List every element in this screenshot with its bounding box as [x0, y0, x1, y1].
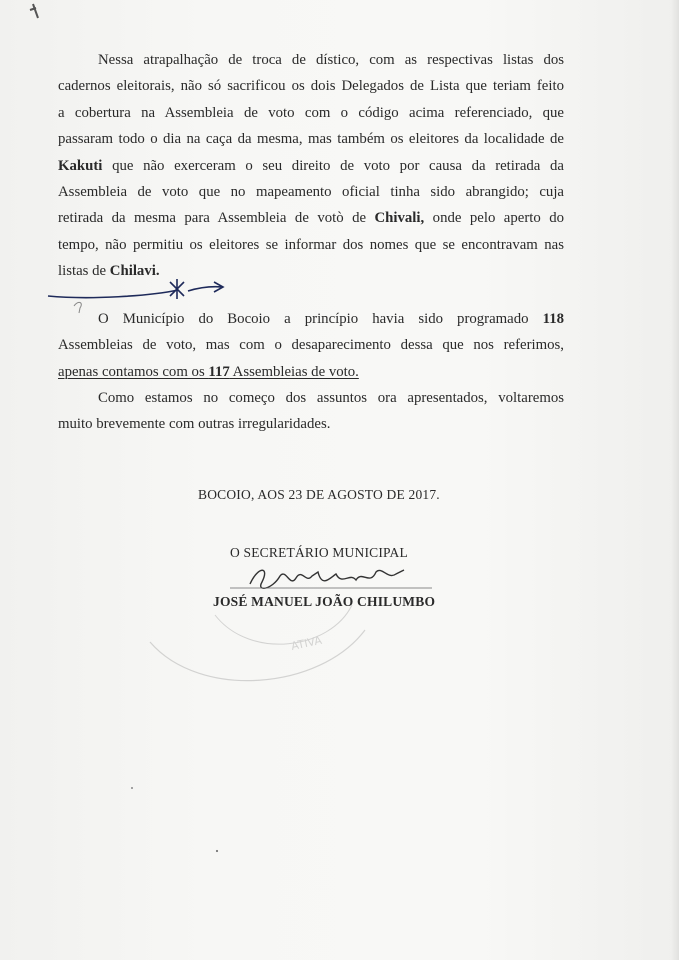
- text-run: onde pelo aperto do: [424, 210, 564, 227]
- pen-mark-margin: [74, 302, 81, 313]
- text-line: Assembleias de voto, mas com o desaparecimento dessa que nos referimos,: [58, 337, 564, 354]
- stamp-text: ATIVA: [289, 633, 323, 653]
- pen-mark-top: [30, 4, 38, 18]
- text-run: que não exerceram o seu direito de voto por causa da retirada da: [102, 157, 564, 174]
- text-run: Assembleias de voto.: [229, 363, 359, 380]
- text-line: a cobertura na Assembleia de voto com o código acima referenciado, que: [58, 104, 564, 121]
- signatory-name: JOSÉ MANUEL JOÃO CHILUMBO: [213, 594, 436, 609]
- date-line: BOCOIO, AOS 23 DE AGOSTO DE 2017.: [198, 487, 440, 502]
- text-line: Como estamos no começo dos assuntos ora apresentados, voltaremos: [98, 390, 564, 406]
- place-name-kakuti: Kakuti: [58, 157, 103, 174]
- text-run: retirada da mesma para Assembleia de votò de: [58, 210, 375, 227]
- signatory-title: O SECRETÁRIO MUNICIPAL: [230, 545, 408, 560]
- handwritten-underline: [48, 290, 178, 298]
- text-run: apenas contamos com os: [58, 363, 209, 380]
- text-line: Nessa atrapalhação de troca de dístico, com as respectivas listas dos: [98, 52, 564, 68]
- place-name-chilavi: Chilavi.: [109, 263, 160, 280]
- text-run: O Município do Bocoio a princípio havia sido programado: [98, 311, 543, 327]
- place-name-chivali: Chivali,: [374, 210, 425, 227]
- count-117: 117: [208, 363, 230, 380]
- text-line: cadernos eleitorais, não só sacrificou os dois Delegados de Lista que teriam feito: [58, 78, 564, 95]
- arrow-icon: [188, 282, 223, 292]
- count-118: 118: [542, 311, 564, 327]
- speck: [131, 787, 133, 789]
- signature-scribble: [250, 570, 404, 588]
- text-line: Assembleia de voto que no mapeamento oficial tinha sido abrangido; cuja: [58, 184, 564, 201]
- official-stamp: [150, 605, 365, 681]
- text-line: muito brevemente com outras irregularidades.: [58, 416, 331, 433]
- speck: [216, 850, 218, 852]
- text-line: passaram todo o dia na caça da mesma, mas também os eleitores da localidade de: [58, 131, 564, 148]
- text-line: tempo, não permitiu os eleitores se informar dos nomes que se encontravam nas: [58, 236, 564, 253]
- text-run: listas de: [58, 263, 110, 280]
- asterisk-icon: [170, 279, 184, 299]
